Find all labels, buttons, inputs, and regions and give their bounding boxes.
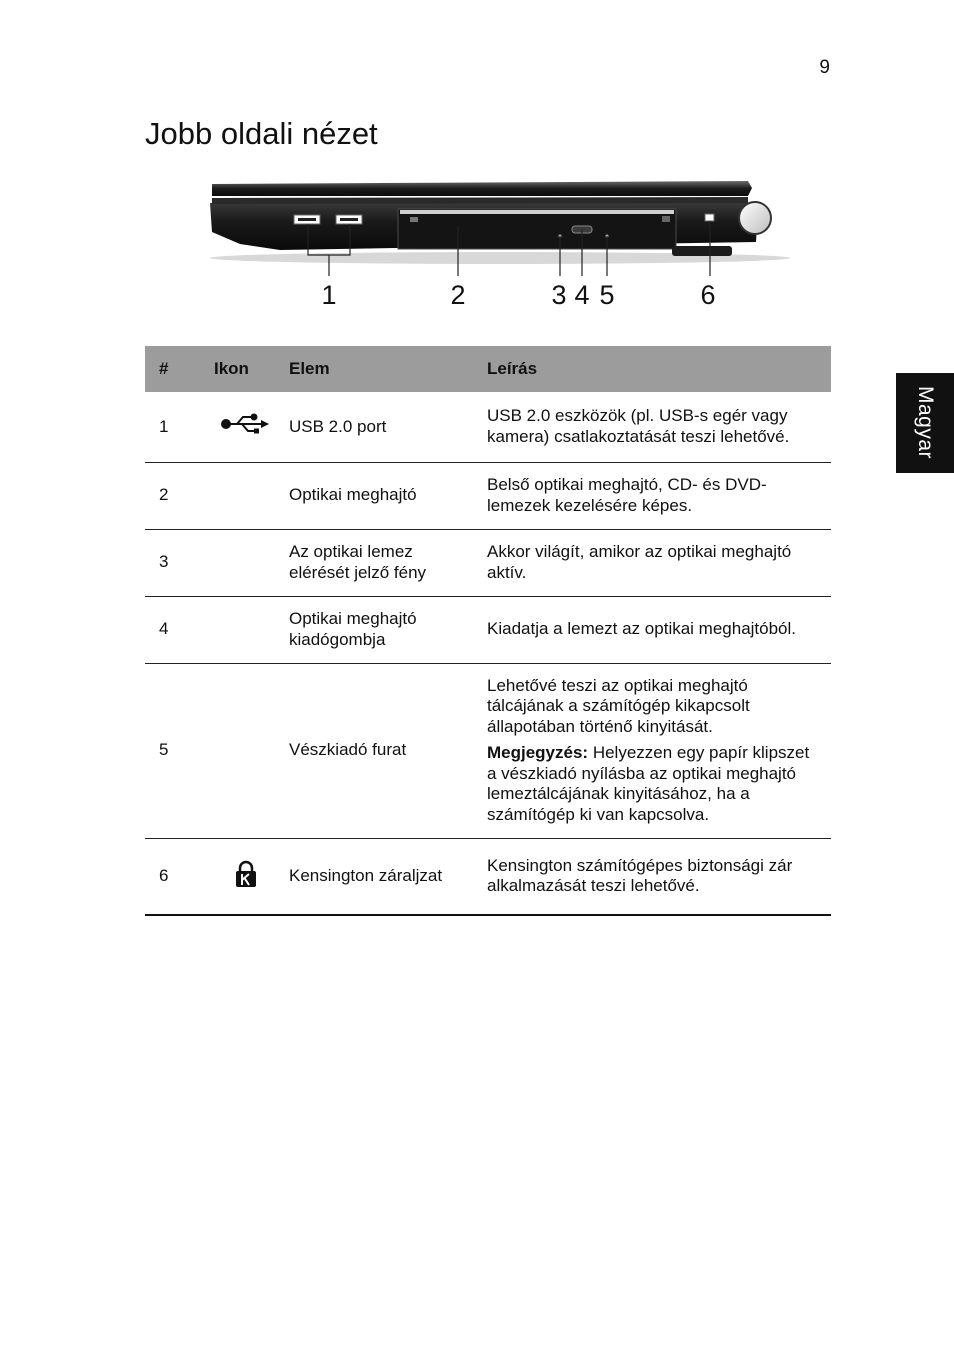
row-icon: [208, 838, 283, 915]
row-item: Optikai meghajtó kiadógombja: [283, 596, 481, 663]
table-row: [145, 596, 831, 663]
row-item: Az optikai lemez elérését jelző fény: [283, 529, 481, 596]
language-tab: [896, 373, 954, 473]
table-row: [145, 392, 831, 462]
header-desc: Leírás: [481, 346, 831, 392]
table-row: [145, 462, 831, 529]
table-row: [145, 663, 831, 838]
page-number: 9: [819, 57, 830, 78]
usb-icon: [221, 413, 271, 435]
row-desc: Akkor világít, amikor az optikai meghajtó aktív.: [481, 529, 831, 596]
page-title: Jobb oldali nézet: [145, 116, 378, 151]
callout-5: 5: [599, 280, 615, 310]
row-icon: [208, 663, 283, 838]
row-desc: Kiadatja a lemezt az optikai meghajtóból.: [481, 596, 831, 663]
row-item: Vészkiadó furat: [283, 663, 481, 838]
row-item: Optikai meghajtó: [283, 462, 481, 529]
language-tab-label: Magyar: [914, 386, 937, 460]
laptop-lid: [212, 181, 752, 196]
callout-3: 3: [551, 280, 567, 310]
callout-2: 2: [450, 280, 466, 310]
callout-6: 6: [700, 280, 716, 310]
header-icon: Ikon: [208, 346, 283, 392]
table-header-row: [145, 346, 831, 392]
laptop-side-illustration: [200, 170, 800, 320]
header-item: Elem: [283, 346, 481, 392]
row-num: 5: [145, 663, 208, 838]
note-label: Megjegyzés:: [487, 743, 589, 763]
row-note: [487, 743, 817, 825]
row-desc: Belső optikai meghajtó, CD- és DVD-lemezek kezelésére képes.: [481, 462, 831, 529]
row-num: 6: [145, 838, 208, 915]
row-num: 3: [145, 529, 208, 596]
kensington-slot: [705, 214, 714, 221]
row-icon: [208, 392, 283, 462]
table-row: [145, 529, 831, 596]
note-text: Helyezzen egy papír klipszet a vészkiadó nyílásba az optikai meghajtó lemeztálcájának kinyitásához, ha a számítógép ki van kapcsolva.: [487, 743, 810, 824]
callout-4: 4: [574, 280, 590, 310]
optical-drive-panel: [398, 209, 676, 249]
callout-1: 1: [321, 280, 337, 310]
laptop-right-side-figure: [200, 170, 800, 320]
kensington-lock-icon: [235, 860, 257, 888]
row-desc: USB 2.0 eszközök (pl. USB-s egér vagy kamera) csatlakoztatását teszi lehetővé.: [481, 392, 831, 462]
row-item: USB 2.0 port: [283, 392, 481, 462]
row-num: 1: [145, 392, 208, 462]
hinge: [739, 202, 771, 234]
header-num: #: [145, 346, 208, 392]
row-item: Kensington záraljzat: [283, 838, 481, 915]
row-num: 4: [145, 596, 208, 663]
row-num: 2: [145, 462, 208, 529]
table-row: [145, 838, 831, 915]
row-desc: Kensington számítógépes biztonsági zár alkalmazását teszi lehetővé.: [481, 838, 831, 915]
row-icon: [208, 529, 283, 596]
row-icon: [208, 462, 283, 529]
row-icon: [208, 596, 283, 663]
ports-table: [145, 346, 831, 916]
row-desc: Lehetővé teszi az optikai meghajtó tálcájának a számítógép kikapcsolt állapotában történő kinyitását. Megjegyzés: Helyezzen egy papír klipszet a vészkiadó nyílásba az optikai meghajtó lemeztálcájának kinyitásához, ha a számítógép ki van kapcsolva.: [481, 663, 831, 838]
